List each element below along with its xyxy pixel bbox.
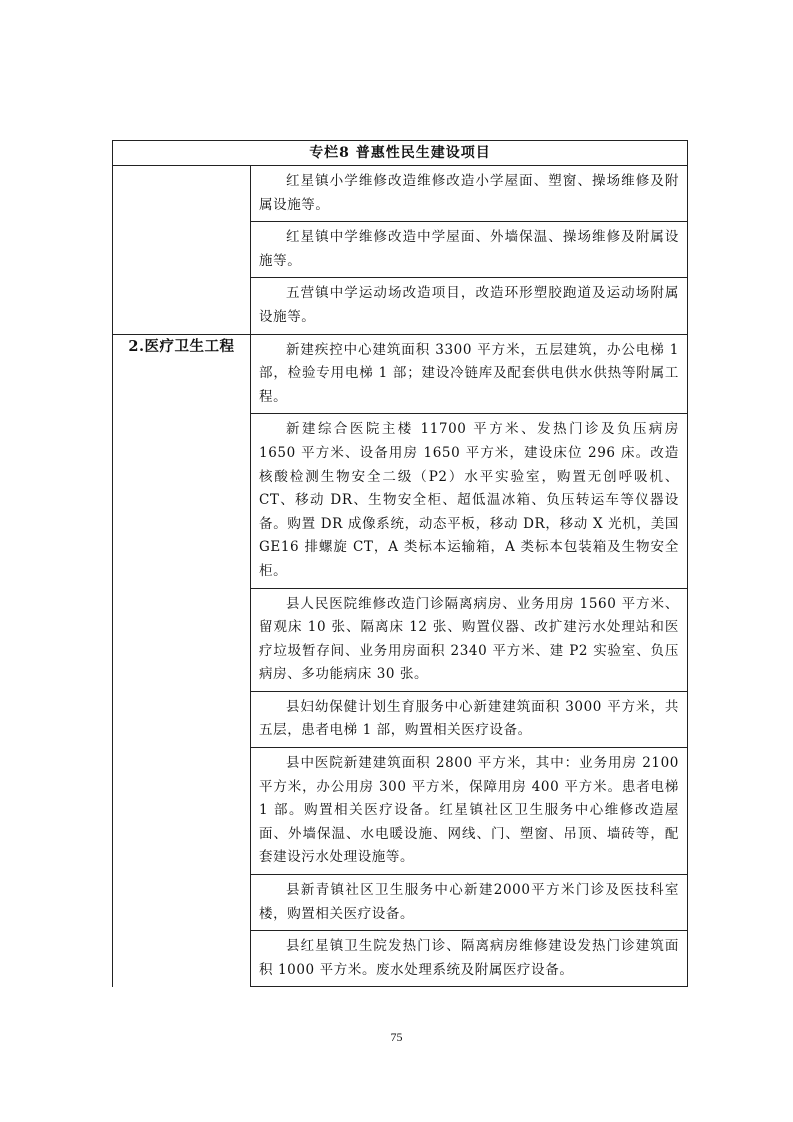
table-row [113,334,688,414]
item-text: 县人民医院维修改造门诊隔离病房、业务用房 1560 平方米、留观床 10 张、隔离床 12 张、购置仪器、改扩建污水处理站和医疗垃圾暂存间、业务用房面积 2340 平方米、建 P2 实验室、负压病房、多功能病床 30 张。 [259,595,679,683]
item-text: 县新青镇社区卫生服务中心新建2000平方米门诊及医技科室楼，购置相关医疗设备。 [259,882,679,922]
item-cell [251,588,688,691]
item-cell [251,931,688,987]
table-header: 专栏8 普惠性民生建设项目 [113,141,688,166]
category-cell [113,334,251,987]
item-cell [251,278,688,334]
category-cell-blank [113,166,251,335]
item-text: 县中医院新建建筑面积 2800 平方米，其中：业务用房 2100 平方米，办公用房 300 平方米，保障用房 400 平方米。患者电梯 1 部。购置相关医疗设备。红星镇社区卫生服务中心维修改造屋面、外墙保温、水电暖设施、网线、门、塑窗、吊顶、墙砖等，配套建设污水处理设施等。 [259,755,679,866]
table-header-row [113,141,688,166]
item-cell [251,166,688,222]
item-text: 五营镇中学运动场改造项目，改造环形塑胶跑道及运动场附属设施等。 [259,285,679,325]
item-text: 新建疾控中心建筑面积 3300 平方米，五层建筑，办公电梯 1 部，检验专用电梯 1 部；建设冷链库及配套供电供水供热等附属工程。 [259,341,679,405]
page-number: 75 [390,1030,403,1044]
item-cell [251,334,688,414]
item-text: 新建综合医院主楼 11700 平方米、发热门诊及负压病房 1650 平方米、设备用房 1650 平方米，建设床位 296 床。改造核酸检测生物安全二级（P2）水平实验室，购置无创呼吸机、CT、移动 DR、生物安全柜、超低温冰箱、负压转运车等仪器设备。购置 DR 成像系统，动态平板，移动 DR，移动 X 光机，美国 GE16 排螺旋 CT，A 类标本运输箱，A 类标本包装箱及生物安全柜。 [259,421,679,579]
table-row [113,166,688,222]
item-cell [251,875,688,931]
item-cell [251,691,688,747]
item-cell [251,222,688,278]
category-label: 2.医疗卫生工程 [128,337,235,355]
item-text: 县妇幼保健计划生育服务中心新建建筑面积 3000 平方米，共五层，患者电梯 1 部，购置相关医疗设备。 [259,698,679,739]
item-cell [251,748,688,875]
item-text: 红星镇小学维修改造维修改造小学屋面、塑窗、操场维修及附属设施等。 [259,173,679,213]
item-text: 红星镇中学维修改造中学屋面、外墙保温、操场维修及附属设施等。 [259,229,679,269]
item-text: 县红星镇卫生院发热门诊、隔离病房维修建设发热门诊建筑面积 1000 平方米。废水处理系统及附属医疗设备。 [259,938,679,978]
item-cell [251,414,688,588]
project-table [112,140,688,987]
